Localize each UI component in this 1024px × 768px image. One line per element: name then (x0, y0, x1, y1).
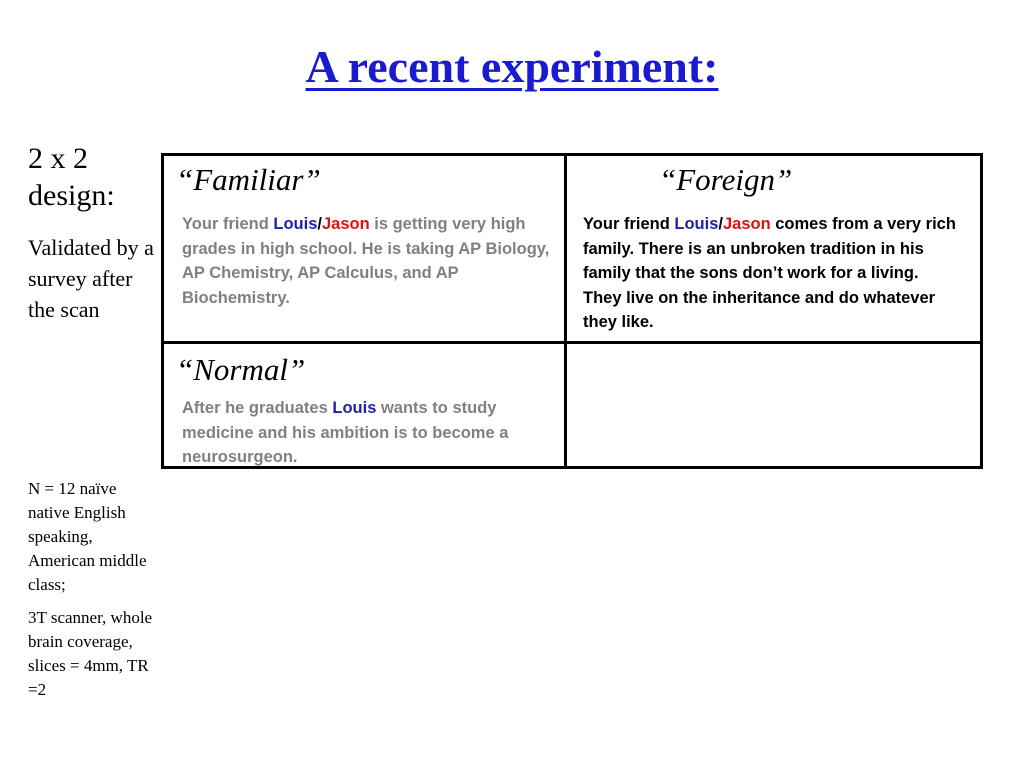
name-louis: Louis (273, 215, 318, 233)
foreign-text (583, 212, 958, 335)
name-jason: Jason (321, 215, 370, 233)
name-jason: Jason (722, 215, 771, 233)
design-label: 2 x 2 design: (28, 142, 115, 212)
familiar-post: is getting very high grades in high school. He is taking AP Biology, AP Chemistry, AP Calculus, and AP Biochemistry. (182, 215, 550, 307)
name-louis: Louis (332, 399, 377, 417)
familiar-heading: “Familiar” (176, 162, 321, 197)
method-notes (28, 477, 158, 711)
normal-heading: “Normal” (176, 352, 306, 387)
scanner-note: 3T scanner, whole brain coverage, slices = 4mm, TR =2 (28, 608, 153, 699)
foreign-post: comes from a very rich family. There is an unbroken tradition in his family that the sons don’t work for a living. They live on the inheritance and do whatever they like. (583, 215, 956, 331)
name-louis: Louis (674, 215, 719, 233)
normal-pre: After he graduates (182, 399, 333, 417)
slide-title: A recent experiment: (305, 41, 719, 92)
validated-note: Validated by a survey after the scan (28, 235, 154, 322)
normal-post: wants to study medicine and his ambition is to become a neurosurgeon. (182, 399, 509, 466)
name-slash: / (317, 215, 322, 233)
foreign-heading: “Foreign” (659, 162, 793, 197)
empty-cell (567, 344, 980, 466)
familiar-pre: Your friend (182, 215, 274, 233)
familiar-text (182, 212, 554, 310)
foreign-pre: Your friend (583, 215, 675, 233)
normal-text (182, 396, 512, 470)
subjects-note: N = 12 naïve native English speaking, American middle class; (28, 479, 147, 594)
name-slash: / (718, 215, 723, 233)
design-grid (161, 153, 983, 469)
